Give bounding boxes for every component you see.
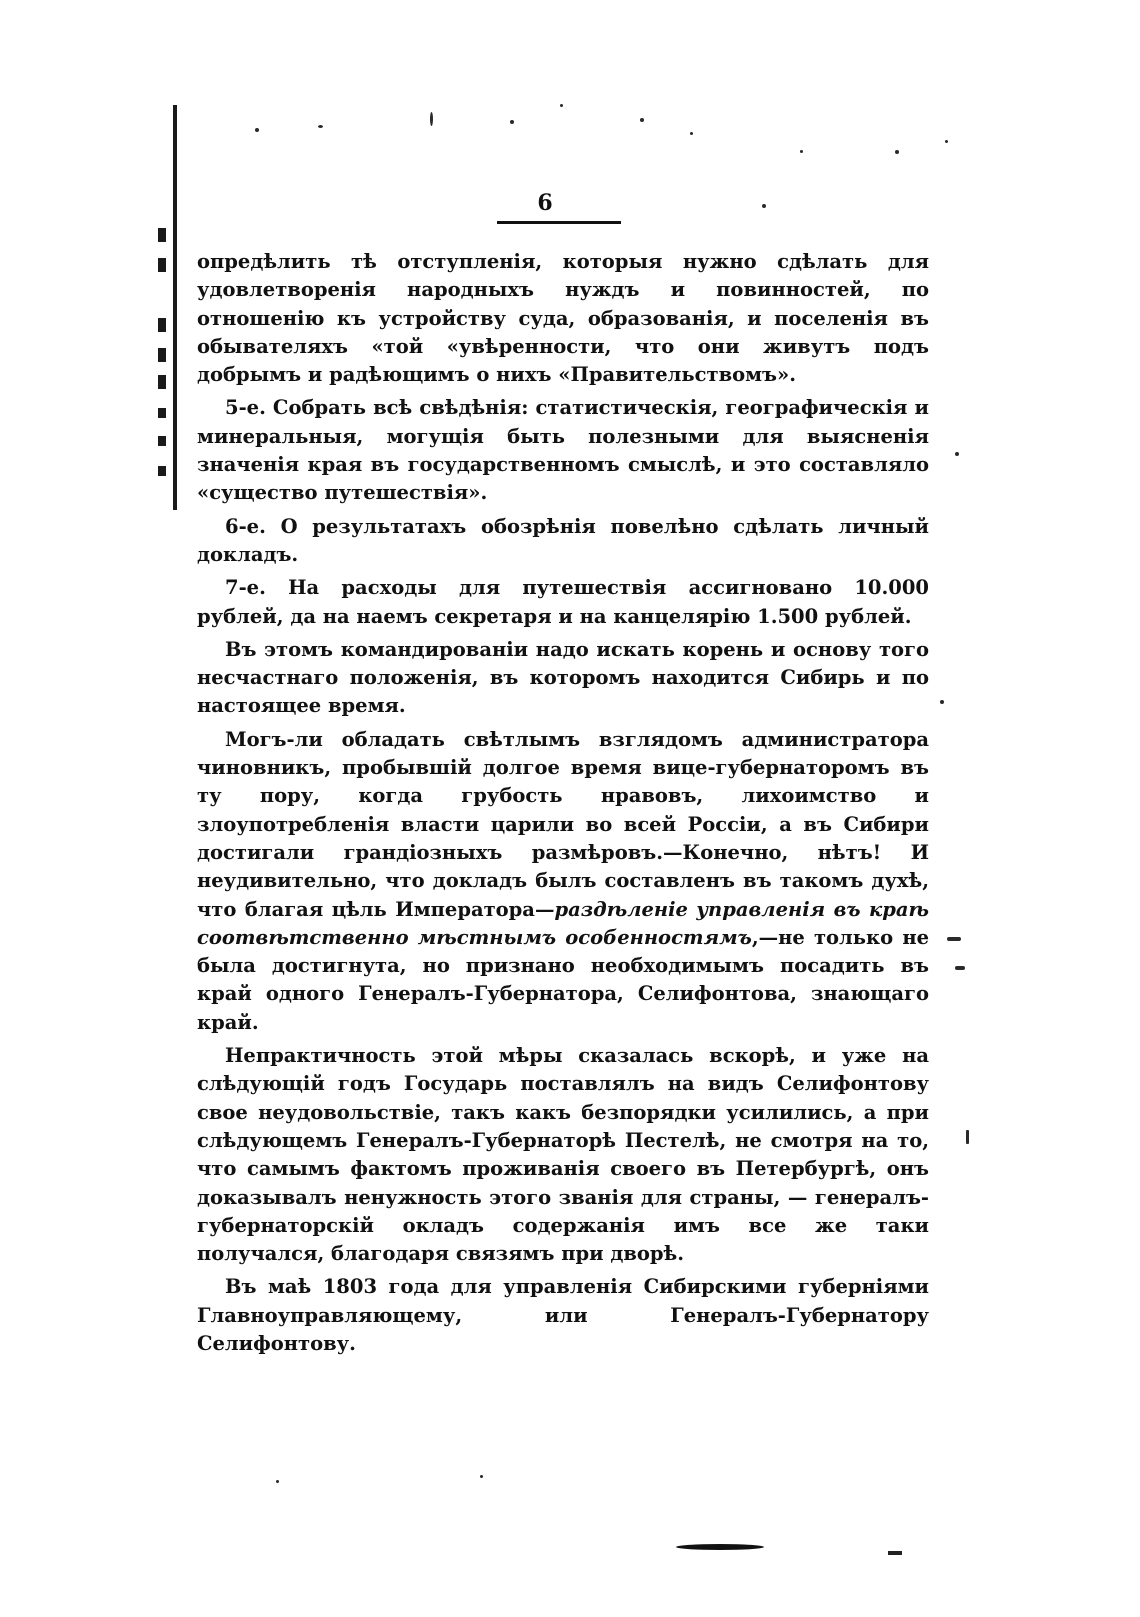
- paragraph: 5-е. Собрать всѣ свѣдѣнія: статистическія, географическія и минеральныя, могущія быть полезными для выясненія значенія края въ государственномъ смыслѣ, и это составляло «существо путешествія».: [197, 396, 929, 505]
- paragraph: [197, 726, 929, 1037]
- scan-speck: [276, 1480, 279, 1483]
- scan-speck: [255, 128, 259, 132]
- scan-speck: [510, 120, 514, 124]
- paragraph-text: ,—не только не была достигнута, но признано необходимымъ посадить въ край одного Генералъ-Губернатора, Селифонтова, знающаго край.: [197, 925, 929, 1034]
- scan-speck: [480, 1475, 483, 1478]
- scan-speck: [888, 1551, 902, 1555]
- scan-speck: [318, 125, 323, 128]
- scan-speck: [955, 452, 959, 456]
- margin-mark: [158, 348, 166, 362]
- margin-mark: [158, 408, 166, 418]
- margin-mark: [158, 436, 166, 446]
- scan-speck: [560, 104, 563, 107]
- paragraph: 6-е. О результатахъ обозрѣнія повелѣно сдѣлать личный докладъ.: [197, 514, 929, 566]
- scan-speck: [955, 966, 965, 970]
- margin-mark: [158, 258, 166, 272]
- paragraph: 7-е. На расходы для путешествія ассигновано 10.000 рублей, да на наемъ секретаря и на канцелярію 1.500 рублей.: [197, 576, 929, 628]
- page-number: 6: [537, 190, 553, 216]
- scan-speck: [947, 937, 961, 941]
- scan-speck: [940, 700, 944, 704]
- paragraph: Непрактичность этой мѣры сказалась вскорѣ, и уже на слѣдующій годъ Государь поставлялъ на видъ Селифонтову свое неудовольствіе, такъ какъ безпорядки усилились, а при слѣдующемъ Генералъ-Губернаторѣ Пестелѣ, не смотря на то, что самымъ фактомъ проживанія своего въ Петербургѣ, онъ доказывалъ ненужность этого званія для страны, — генералъ-губернаторскій окладъ содержанія имъ все же таки получался, благодаря связямъ при дворѣ.: [197, 1044, 929, 1266]
- scan-speck: [762, 204, 766, 208]
- scan-speck: [966, 1130, 969, 1144]
- page-number-rule: [497, 221, 621, 224]
- italic-quote: раздѣленіе управленія въ краѣ соотвѣтственно мѣстнымъ особенностямъ: [197, 897, 929, 949]
- paragraph: Въ маѣ 1803 года для управленія Сибирскими губерніями Главноуправляющему, или Генералъ-Губернатору Селифонтову.: [197, 1275, 929, 1355]
- paragraph: опредѣлить тѣ отступленія, которыя нужно сдѣлать для удовлетворенія народныхъ нуждъ и повинностей, по отношенію къ устройству суда, образованія, и поселенія въ обывателяхъ «той «увѣренности, что они живутъ подъ добрымъ и радѣющимъ о нихъ «Правительствомъ».: [197, 250, 929, 387]
- body-text: [197, 248, 929, 1363]
- scan-speck: [640, 118, 644, 122]
- scan-speck: [430, 112, 433, 126]
- scan-speck: [690, 132, 693, 135]
- scan-speck: [895, 150, 899, 154]
- margin-mark: [158, 375, 166, 389]
- margin-mark: [158, 228, 166, 242]
- binding-edge-line: [173, 105, 177, 510]
- margin-mark: [158, 318, 166, 332]
- scan-speck: [800, 150, 803, 153]
- margin-mark: [158, 466, 166, 476]
- bottom-ornament: [676, 1544, 764, 1550]
- paragraph-text: Могъ-ли обладать свѣтлымъ взглядомъ администратора чиновникъ, пробывшій долгое время вице-губернаторомъ въ ту пору, когда грубость нравовъ, лихоимство и злоупотребленія власти царили во всей Россіи, а въ Сибири достигали грандіозныхъ размѣровъ.—Конечно, нѣтъ! И неудивительно, что докладъ былъ составленъ въ такомъ духѣ, что благая цѣль Императора—: [197, 727, 929, 921]
- scan-speck: [945, 140, 948, 143]
- paragraph: Въ этомъ командированіи надо искать корень и основу того несчастнаго положенія, въ которомъ находится Сибирь и по настоящее время.: [197, 637, 929, 718]
